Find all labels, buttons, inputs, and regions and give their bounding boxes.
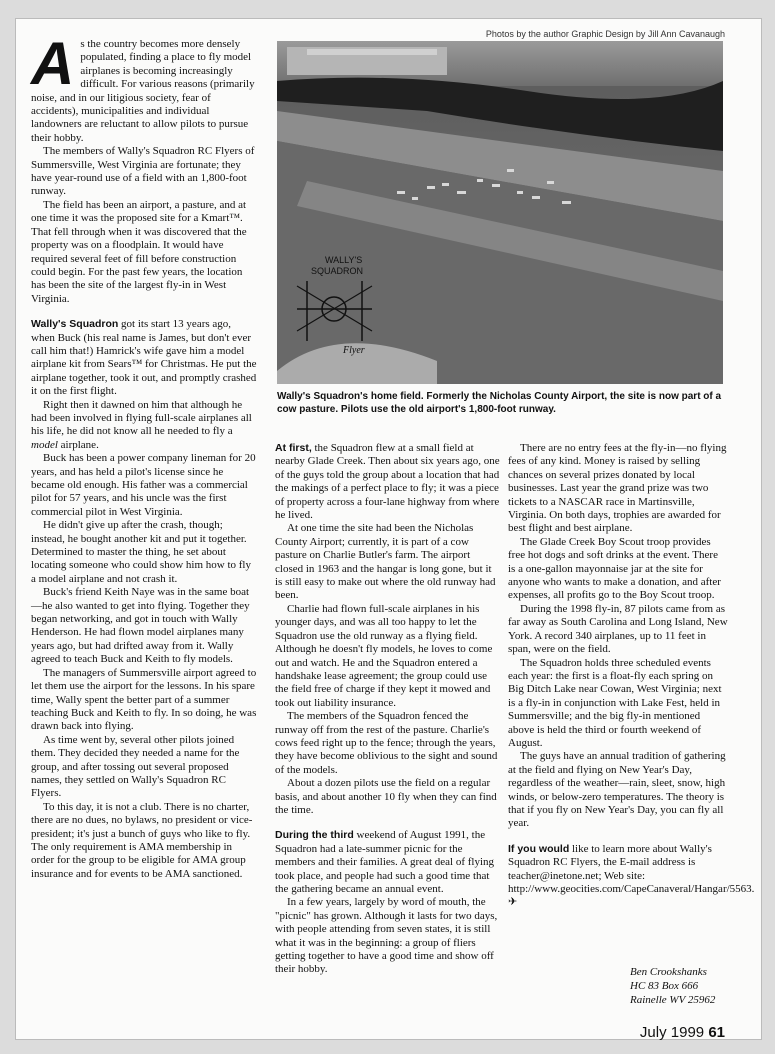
paragraph: To this day, it is not a club. There is no charter, there are no dues, no bylaws, no president or vice-president; it's just a bunch of guys who like to fly. The only requirement is AMA membership in order for the group to be eligible for AMA group insurance and for events to be AMA sanctioned. xyxy=(31,800,253,880)
drop-cap: A xyxy=(31,30,75,97)
paragraph: Buck's friend Keith Naye was in the same boat—he also wanted to get into flying. Together they began networking, and got in touch with Wally Henderson. He had flown model airplanes many years ago, but had drifted away from it. Wally agreed to teach Buck and Keith to fly models. xyxy=(31,586,250,666)
paragraph: The members of the Squadron fenced the runway off from the rest of the pasture. Charlie's cows feed right up to the fence; through the years, they have become oblivious to the sight and sound of the models. xyxy=(275,710,498,776)
paragraph: The managers of Summersville airport agreed to let them use the airport for the lessons. In his spare time, Wally spent the better part of a summer teaching Buck and Keith to fly. In so doing, he was drawn back into flying. xyxy=(31,666,257,733)
paragraph: Charlie had flown full-scale airplanes in his younger days, and was all too happy to let the Squadron use the old runway as a flying field. Although he doesn't fly models, he loves to come out and watch. He and the Squadron entered a handshake lease agreement; the group could use the field free of charge if they kept it mowed and took out liability insurance. xyxy=(275,602,493,709)
column-1 xyxy=(31,30,257,881)
paragraph: The Glade Creek Boy Scout troop provides free hot dogs and soft drinks at the event. There is a one-gallon mayonnaise jar at the site for anyone who wants to make a donation, and after expenses, all profits go to the Boy Scout troop. xyxy=(508,535,721,602)
airplane-icon: ✈ xyxy=(508,896,518,909)
contact-paragraph: If you would like to learn more about Wally's Squadron RC Flyers, the E-mail address is teacher@inetone.net; Web site: http://www.geocities.com/CapeCanaveral/Hangar/5563. ✈ xyxy=(508,842,755,909)
lead-in: At first, xyxy=(275,442,312,454)
page-footer xyxy=(640,1024,725,1041)
column-2 xyxy=(275,442,500,977)
paragraph: Wally's Squadron got its start 13 years ago, when Buck (his real name is James, but don't ever call him that!) Hamrick's wife gave him a model airplane kit from Sears™ for Christmas. He put the airplane together, took it out, and promptly crashed it on the first flight. xyxy=(31,318,257,398)
aerial-photo xyxy=(277,41,723,384)
paragraph: The Squadron holds three scheduled events each year: the first is a float-fly each spring on Big Ditch Lake near Cowan, West Virginia; next is a fly-in in conjunction with Lake Fest, held in Summersville; and the big fly-in mentioned above is held the third or fourth weekend of August. xyxy=(508,656,722,749)
lead-in: If you would xyxy=(508,842,570,855)
paragraph: At first, the Squadron flew at a small field at nearby Glade Creek. Then about six years ago, one of the guys told the group about a location that had the makings of a perfect place to fly; it was a piece of property across a four-lane highway from where he lived. xyxy=(275,442,500,522)
paragraph: In a few years, largely by word of mouth, the "picnic" has grown. Although it lasts for two days, with people attending from seven states, it is still what it was in the beginning: a group of fliers getting together to have a good time and show off their hobby. xyxy=(275,896,498,976)
author-signature xyxy=(630,965,715,1007)
paragraph: He didn't give up after the crash, though; instead, he bought another kit and put it together. Determined to master the thing, he set about locating someone who could show him how to fly a model airplane and not crash it. xyxy=(31,519,251,585)
lead-in: Wally's Squadron xyxy=(31,318,119,331)
paragraph: At one time the site had been the Nicholas County Airport; currently, it is part of a cow pasture on Charlie Butler's farm. The airport closed in 1963 and the hangar is long gone, but it is still easy to make out where the old runway had been. xyxy=(275,522,496,602)
paragraph: There are no entry fees at the fly-in—no flying fees of any kind. Money is raised by selling chances on several prizes donated by local businesses. Last year the grand prize was two tickets to a NASCAR race in Martinsville, Virginia. On both days, trophies are awarded for best flight and best airplane. xyxy=(508,442,727,535)
paragraph: The members of Wally's Squadron RC Flyers of Summersville, West Virginia are fortunate; they have year-round use of a field with an 1,800-foot runway. xyxy=(31,145,255,198)
paragraph: As time went by, several other pilots joined them. They decided they needed a name for the group, and after tossing out several proposed names, they settled on Wally's Squadron RC Flyers. xyxy=(31,733,240,800)
paragraph: The guys have an annual tradition of gathering at the field and flying on New Year's Day, regardless of the weather—rain, sleet, snow, high winds, or below-zero temperatures. The theory is that if you fly on New Year's Day, you can fly all year. xyxy=(508,750,726,830)
lead-in: During the third xyxy=(275,829,354,842)
paragraph: The field has been an airport, a pasture, and at one time it was the proposed site for a Kmart™. That fell through when it was discovered that the property was on a floodplain. It would have required several feet of fill before construction could begin. For the past few years, the location has been the site of the largest fly-in in West Virginia. xyxy=(31,198,247,305)
paragraph: About a dozen pilots use the field on a regular basis, and about another 10 fly when they can find the time. xyxy=(275,777,497,816)
logo-text-bottom: SQUADRON xyxy=(311,266,364,276)
paragraph: Right then it dawned on him that although he had been involved in flying full-scale airplanes all his life, he did not know all he needed to fly a model airplane. xyxy=(31,398,252,451)
paragraph: During the third weekend of August 1991, the Squadron had a late-summer picnic for the members and their families. A great deal of flying took place, and people had such a good time that the gathering became an annual event. xyxy=(275,829,495,895)
intro-paragraph: As the country becomes more densely populated, finding a place to fly model airplanes is becoming increasingly difficult. For various reasons (primarily noise, and in our litigious society, fear of accidents), municipalities and individual landowners are reluctant to allow pilots to pursue their hobby. xyxy=(31,30,255,144)
logo-text-top: WALLY'S xyxy=(325,255,363,265)
paragraph: During the 1998 fly-in, 87 pilots came from as far away as South Carolina and Long Island, New York. A record 340 airplanes, up to 11 feet in span, were on the field. xyxy=(508,602,728,656)
page-number: 61 xyxy=(708,1024,725,1041)
photo-caption: Wally's Squadron's home field. Formerly the Nicholas County Airport, the site is now part of a cow pasture. Pilots use the old airport's 1,800-foot runway. xyxy=(277,391,722,415)
author-name: Ben Crookshanks xyxy=(630,966,707,978)
column-3 xyxy=(508,442,755,910)
author-address-line: HC 83 Box 666 xyxy=(630,980,699,992)
paragraph: Buck has been a power company lineman for 20 years, and has held a pilot's license since he became old enough. His father was a commercial pilot for 57 years, and his uncle was the first commercial pilot in West Virginia. xyxy=(31,452,256,518)
photo-credit: Photos by the author Graphic Design by Jill Ann Cavanaugh xyxy=(485,29,725,39)
issue-date: July 1999 xyxy=(639,1024,705,1041)
aerial-field-image xyxy=(277,41,723,384)
author-address-line: Rainelle WV 25962 xyxy=(630,994,716,1006)
logo-signature: Flyer xyxy=(343,345,365,356)
